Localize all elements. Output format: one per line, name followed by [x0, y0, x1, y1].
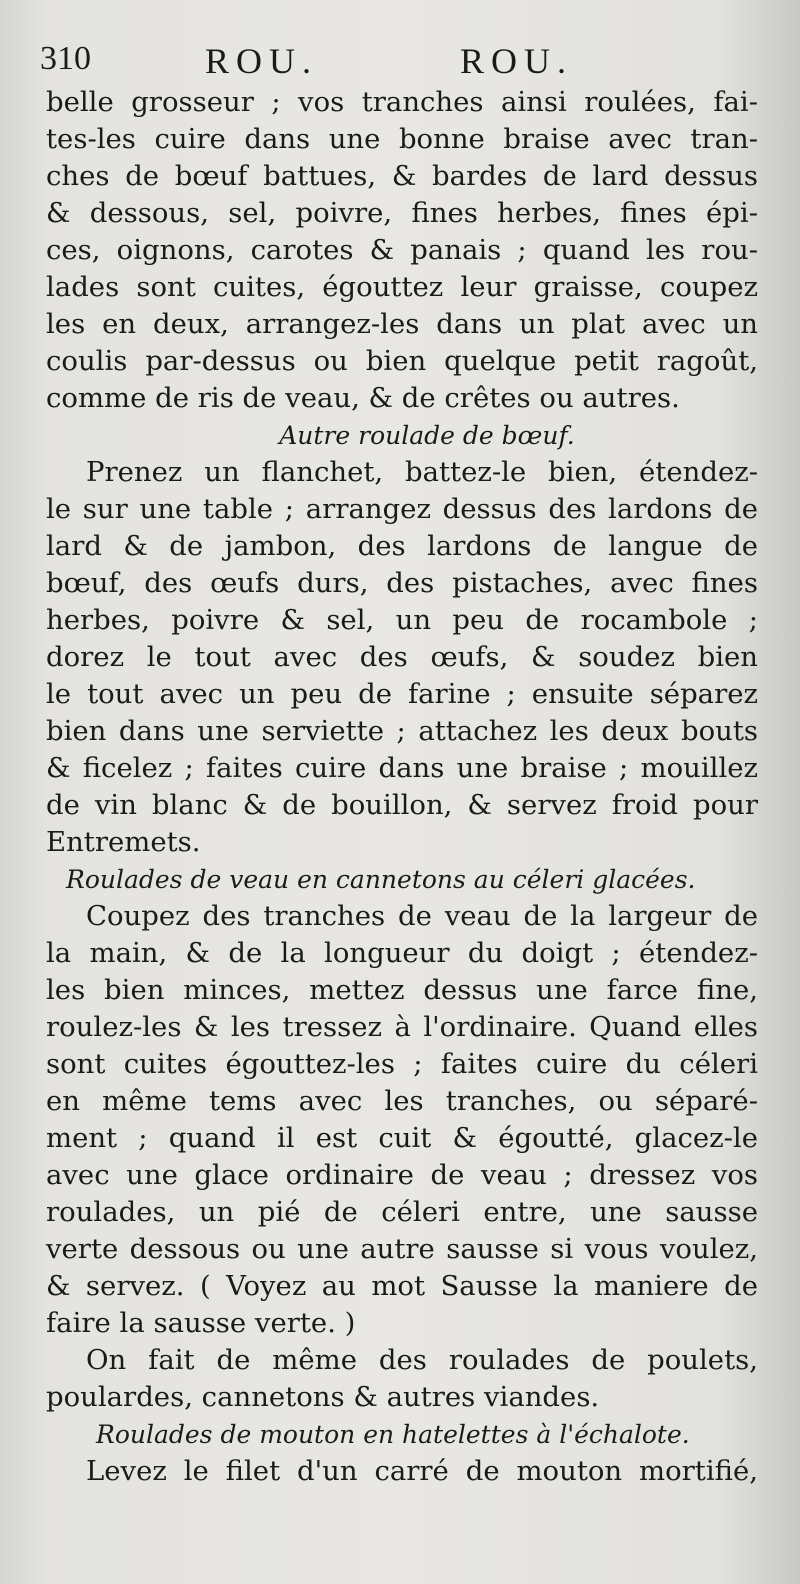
text-line: de vin blanc & de bouillon, & servez froid pour: [46, 789, 758, 821]
running-head-left: ROU.: [205, 41, 319, 81]
text-line: faire la sausse verte. ): [46, 1307, 356, 1339]
text-line: le tout avec un peu de farine ; ensuite séparez: [46, 678, 758, 710]
text-line: comme de ris de veau, & de crêtes ou autres.: [46, 382, 680, 414]
text-line: ces, oignons, carotes & panais ; quand les rou-: [46, 234, 758, 266]
text-line: bœuf, des œufs durs, des pistaches, avec fines: [46, 567, 758, 599]
text-line: coulis par-dessus ou bien quelque petit ragoût,: [46, 345, 758, 377]
text-line: les bien minces, mettez dessus une farce fine,: [46, 974, 758, 1006]
text-line: bien dans une serviette ; attachez les deux bouts: [46, 715, 758, 747]
text-line: Entremets.: [46, 826, 201, 858]
text-line: avec une glace ordinaire de veau ; dressez vos: [46, 1159, 758, 1191]
text-line: la main, & de la longueur du doigt ; étendez-: [46, 937, 758, 969]
section-heading: Roulades de mouton en hatelettes à l'échalote.: [96, 1420, 690, 1449]
text-line: & dessous, sel, poivre, fines herbes, fines épi-: [46, 197, 758, 229]
text-line: Levez le filet d'un carré de mouton mortifié,: [86, 1455, 758, 1487]
text-line: dorez le tout avec des œufs, & soudez bien: [46, 641, 758, 673]
text-line: tes-les cuire dans une bonne braise avec tran-: [46, 123, 758, 155]
text-line: lades sont cuites, égouttez leur graisse, coupez: [46, 271, 758, 303]
text-line: ment ; quand il est cuit & égoutté, glacez-le: [46, 1122, 758, 1154]
page-body: [46, 84, 758, 1490]
page-header: [40, 40, 760, 90]
text-line: Coupez des tranches de veau de la largeur de: [86, 900, 758, 932]
text-line: poulardes, cannetons & autres viandes.: [46, 1381, 600, 1413]
text-line: & ficelez ; faites cuire dans une braise ; mouillez: [46, 752, 758, 784]
page-number: 310: [40, 40, 91, 77]
text-line: le sur une table ; arrangez dessus des lardons de: [46, 493, 758, 525]
text-line: verte dessous ou une autre sausse si vous voulez,: [46, 1233, 758, 1265]
running-head-right: ROU.: [460, 41, 574, 81]
text-line: ches de bœuf battues, & bardes de lard dessus: [46, 160, 758, 192]
text-line: roulez-les & les tressez à l'ordinaire. Quand elles: [46, 1011, 758, 1043]
text-line: belle grosseur ; vos tranches ainsi roulées, fai-: [46, 86, 758, 118]
text-line: herbes, poivre & sel, un peu de rocambole ;: [46, 604, 758, 636]
section-heading: Autre roulade de bœuf.: [279, 421, 575, 450]
text-line: sont cuites égouttez-les ; faites cuire du céleri: [46, 1048, 758, 1080]
section-heading: Roulades de veau en cannetons au céleri glacées.: [66, 865, 696, 894]
text-line: Prenez un flanchet, battez-le bien, étendez-: [86, 456, 758, 488]
text-line: lard & de jambon, des lardons de langue de: [46, 530, 758, 562]
text-line: roulades, un pié de céleri entre, une sausse: [46, 1196, 758, 1228]
text-line: On fait de même des roulades de poulets,: [86, 1344, 758, 1376]
text-line: les en deux, arrangez-les dans un plat avec un: [46, 308, 758, 340]
text-line: en même tems avec les tranches, ou séparé-: [46, 1085, 758, 1117]
text-line: & servez. ( Voyez au mot Sausse la maniere de: [46, 1270, 758, 1302]
